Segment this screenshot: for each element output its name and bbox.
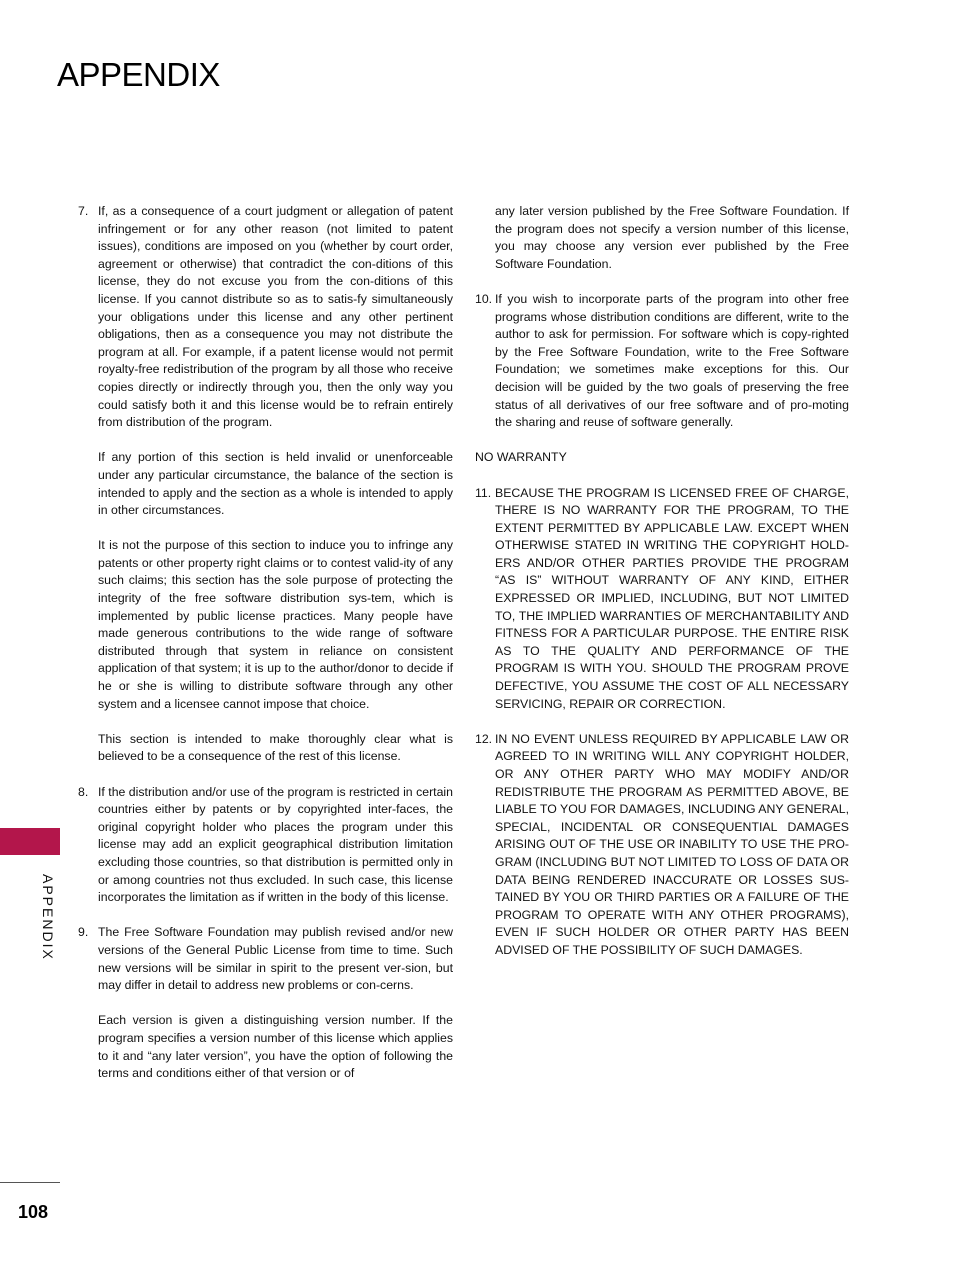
item-text: If, as a consequence of a court judgment or allegation of patent infringement or for any other reason (not limited to patent issues), conditions are imposed on you (whether by court order, agreement or otherwise) that contradict the con-ditions of this license, they do not excuse you from the con-ditions of this license. If you cannot distribute so as to satis-fy simultaneously your obligations under this license and any other pertinent obligations, then as a consequence you may not distribute the program at all. For example, if a patent license would not permit royalty-free redistribution of the program by all those who receive copies directly or indirectly through you, then the only way you could satisfy both it and this license would be to refrain entirely from distribution of the program.: [98, 204, 453, 430]
sidebar-section-label: APPENDIX: [40, 874, 56, 961]
footer-divider: [0, 1182, 60, 1183]
item-9-continuation: any later version published by the Free Software Foundation. If the program does not specify a version number of this license, you may choose any version ever published by the Free Software Foundation.: [495, 204, 849, 271]
license-item-10: [475, 291, 849, 432]
license-item-11: [475, 485, 849, 714]
license-item-8: [78, 784, 453, 907]
item-text: The Free Software Foundation may publish revised and/or new versions of the General Public License from time to time. Such new versions will be similar in spirit to the present ver-sion, but may differ in detail to address new problems or con-cerns.: [98, 925, 453, 993]
license-item-12: [475, 731, 849, 960]
no-warranty-heading: NO WARRANTY: [475, 450, 567, 465]
left-column: [78, 203, 453, 1100]
item-text: IN NO EVENT UNLESS REQUIRED BY APPLICABLE LAW OR AGREED TO IN WRITING WILL ANY COPYRIGHT HOLDER, OR ANY OTHER PARTY WHO MAY MODIFY AND/OR REDISTRIBUTE THE PROGRAM AS PERMITTED ABOVE, BE LIABLE TO YOU FOR DAMAGES, INCLUDING ANY GENERAL, SPECIAL, INCIDENTAL OR CONSEQUENTIAL DAMAGES ARISING OUT OF THE USE OR INABILITY TO USE THE PRO-GRAM (INCLUDING BUT NOT LIMITED TO LOSS OF DATA OR DATA BEING RENDERED INACCURATE OR LOSSES SUS-TAINED BY YOU OR THIRD PARTIES OR A FAILURE OF THE PROGRAM TO OPERATE WITH ANY OTHER PROGRAMS), EVEN IF SUCH HOLDER OR OTHER PARTY HAS BEEN ADVISED OF THE POSSIBILITY OF SUCH DAMAGES.: [495, 731, 849, 957]
item-number: 7.: [78, 204, 89, 218]
item-text: If you wish to incorporate parts of the program into other free programs whose distribution conditions are different, write to the author to ask for permission. For software which is copy-righted by the Free Software Foundation, write to the Free Software Foundation; we sometimes make exceptions for this. Our decision will be guided by the two goals of preserving the free status of all derivatives of our free software and of pro-moting the sharing and reuse of software generally.: [495, 291, 849, 430]
item-9-paragraph-2: Each version is given a distinguishing version number. If the program specifies a version number of this license which applies to it and “any later version”, you have the option of following the terms and conditions either of that version or of: [98, 1013, 453, 1081]
item-text: BECAUSE THE PROGRAM IS LICENSED FREE OF CHARGE, THERE IS NO WARRANTY FOR THE PROGRAM, TO THE EXTENT PERMITTED BY APPLICABLE LAW. EXCEPT WHEN OTHERWISE STATED IN WRITING THE COPYRIGHT HOLD-ERS AND/OR OTHER PARTIES PROVIDE THE PROGRAM “AS IS” WITHOUT WARRANTY OF ANY KIND, EITHER EXPRESSED OR IMPLIED, INCLUDING, BUT NOT LIMITED TO, THE IMPLIED WARRANTIES OF MERCHANTABILITY AND FITNESS FOR A PARTICULAR PURPOSE. THE ENTIRE RISK AS TO THE QUALITY AND PERFORMANCE OF THE PROGRAM IS WITH YOU. SHOULD THE PROGRAM PROVE DEFECTIVE, YOU ASSUME THE COST OF ALL NECESSARY SERVICING, REPAIR OR CORRECTION.: [495, 485, 849, 711]
sidebar-accent-tab: [0, 828, 60, 855]
license-item-7: [78, 203, 453, 432]
item-number: 9.: [78, 925, 89, 940]
item-7-paragraph-4: This section is intended to make thoroughly clear what is believed to be a consequence of the rest of this license.: [98, 731, 453, 764]
item-number: 8.: [78, 784, 89, 799]
item-number: 12.: [475, 731, 493, 746]
page-title: APPENDIX: [57, 56, 220, 93]
right-column: [475, 203, 849, 977]
item-text: If the distribution and/or use of the program is restricted in certain countries either by patents or by copyrighted inter-faces, the original copyright holder who places the program under this license may add an explicit geographical distribution limitation excluding those countries, so that distribution is permitted only in or among countries not thus excluded. In such case, this license incorporates the limitation as if written in the body of this license.: [98, 784, 453, 905]
item-7-paragraph-2: If any portion of this section is held invalid or unenforceable under any particular circumstance, the balance of the section is intended to apply and the section as a whole is intended to apply in other circumstances.: [98, 450, 453, 518]
item-7-paragraph-3: It is not the purpose of this section to induce you to infringe any patents or other property right claims or to contest valid-ity of any such claims; this section has the sole purpose of protecting the integrity of the free software distribution sys-tem, which is implemented by public license practices. Many people have made generous contributions to the wide range of software distributed through that system in reliance on consistent application of that system; it is up to the author/donor to decide if he or she is willing to distribute software through any other system and a licensee cannot impose that choice.: [98, 538, 453, 711]
license-item-9: [78, 924, 453, 994]
page-number: 108: [18, 1202, 49, 1222]
item-number: 10.: [475, 291, 493, 306]
item-number: 11.: [475, 485, 492, 500]
